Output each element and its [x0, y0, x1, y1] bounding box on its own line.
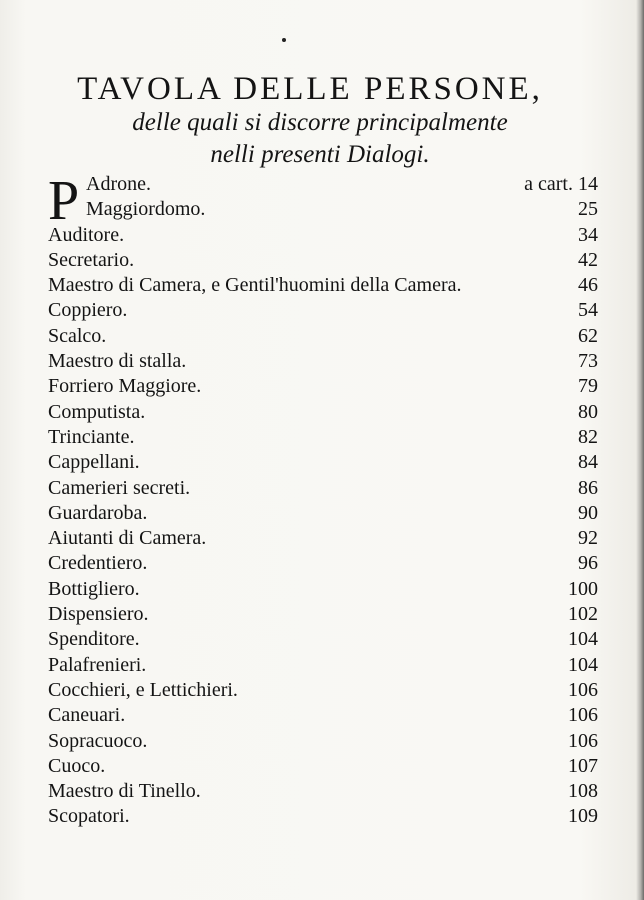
index-entry	[48, 273, 598, 298]
entry-name: Guardaroba.	[48, 501, 148, 524]
index-entry	[48, 804, 598, 829]
page-edge-shadow	[636, 0, 644, 900]
entry-page: 106	[568, 678, 598, 701]
index-entry	[48, 653, 598, 678]
entry-page: 73	[578, 350, 598, 373]
entry-page: 107	[568, 754, 598, 777]
entry-page: 100	[568, 577, 598, 600]
entry-name: Credentiero.	[48, 552, 148, 575]
entry-name: Maestro di Camera, e Gentil'huomini della Camera.	[48, 274, 462, 297]
index-entry	[48, 197, 598, 222]
index-entry	[48, 223, 598, 248]
index-entry	[48, 349, 598, 374]
subtitle-line-1: delle quali si discorre principalmente	[132, 109, 508, 136]
index-entry	[48, 754, 598, 779]
entry-page: 79	[578, 375, 598, 398]
entry-name: Computista.	[48, 400, 146, 423]
index-entry	[48, 298, 598, 323]
entry-name: Maestro di Tinello.	[48, 780, 201, 803]
entry-name: Palafrenieri.	[48, 653, 147, 676]
entry-page: 106	[568, 704, 598, 727]
entry-page: 80	[578, 400, 598, 423]
index-entry	[48, 526, 598, 551]
index-entry	[48, 703, 598, 728]
entry-name: Camerieri secreti.	[48, 476, 191, 499]
index-list	[48, 172, 598, 830]
ink-speck	[282, 38, 286, 42]
entry-name: Dispensiero.	[48, 603, 149, 626]
entry-page: 104	[568, 653, 598, 676]
index-entry	[48, 425, 598, 450]
index-entry	[48, 400, 598, 425]
entry-name: Scalco.	[48, 324, 107, 347]
entry-name: Caneuari.	[48, 704, 126, 727]
entry-name: Spenditore.	[48, 628, 140, 651]
index-entry	[48, 501, 598, 526]
entry-page: 34	[578, 223, 598, 246]
entry-page: 54	[578, 299, 598, 322]
entry-page: 104	[568, 628, 598, 651]
entry-page: a cart. 14	[524, 173, 598, 195]
entry-name: Auditore.	[48, 223, 125, 246]
page-title: TAVOLA DELLE PERSONE,	[77, 71, 543, 107]
index-entry	[48, 324, 598, 349]
entry-page: 84	[578, 451, 598, 474]
entry-page: 42	[578, 248, 598, 271]
drop-cap: P	[48, 170, 80, 232]
index-entry	[48, 627, 598, 652]
entry-name: Sopracuoco.	[48, 729, 148, 752]
index-entry	[48, 678, 598, 703]
entry-name: Maggiordomo.	[86, 198, 206, 221]
index-entry	[48, 729, 598, 754]
entry-name: Forriero Maggiore.	[48, 375, 202, 398]
entry-name: Adrone.	[86, 173, 151, 195]
entry-page: 62	[578, 324, 598, 347]
entry-page: 92	[578, 527, 598, 550]
index-entry	[48, 374, 598, 399]
entry-name: Secretario.	[48, 248, 135, 271]
entry-name: Aiutanti di Camera.	[48, 527, 207, 550]
index-entry	[48, 248, 598, 273]
entry-page: 90	[578, 501, 598, 524]
index-entry	[48, 577, 598, 602]
entry-name: Maestro di stalla.	[48, 350, 187, 373]
entry-page: 106	[568, 729, 598, 752]
index-entry	[48, 779, 598, 804]
entry-page: 46	[578, 274, 598, 297]
index-entry	[48, 476, 598, 501]
entry-page: 109	[568, 805, 598, 828]
entry-page: 102	[568, 603, 598, 626]
subtitle-line-2: nelli presenti Dialogi.	[210, 141, 430, 168]
index-entry	[48, 551, 598, 576]
entry-page: 108	[568, 780, 598, 803]
entry-name: Bottigliero.	[48, 577, 140, 600]
index-entry	[48, 172, 598, 197]
entry-name: Scopatori.	[48, 805, 130, 828]
index-entry	[48, 450, 598, 475]
entry-page: 86	[578, 476, 598, 499]
index-entry	[48, 602, 598, 627]
entry-page: 96	[578, 552, 598, 575]
entry-name: Trinciante.	[48, 425, 135, 448]
entry-name: Coppiero.	[48, 299, 128, 322]
entry-name: Cuoco.	[48, 754, 106, 777]
entry-page: 25	[578, 198, 598, 221]
entry-page: 82	[578, 425, 598, 448]
entry-name: Cappellani.	[48, 451, 140, 474]
entry-name: Cocchieri, e Lettichieri.	[48, 678, 238, 701]
